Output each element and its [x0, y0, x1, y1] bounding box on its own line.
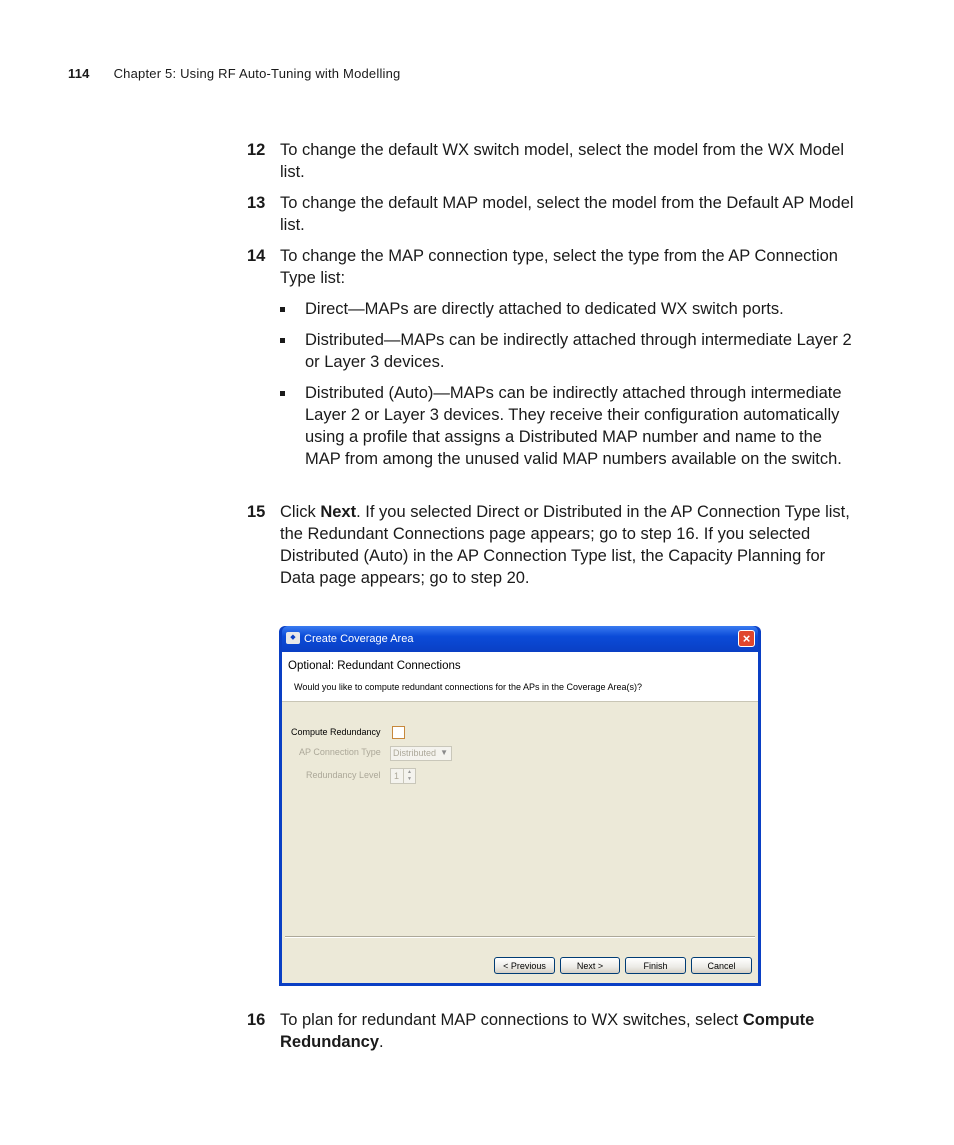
compute-redundancy-label: Compute Redundancy	[291, 727, 381, 737]
page-number: 114	[68, 66, 90, 81]
bullet-icon	[280, 338, 285, 343]
step-text: To change the MAP connection type, select the type from the AP Connection Type list:	[280, 247, 838, 287]
dialog-question: Would you like to compute redundant connections for the APs in the Coverage Area(s)?	[294, 682, 643, 692]
bullet-distributed-auto	[280, 382, 855, 470]
bullet-icon	[280, 391, 285, 396]
step-text: To change the default WX switch model, select the model from the WX Model list.	[280, 141, 845, 181]
compute-redundancy-checkbox[interactable]	[392, 726, 405, 739]
step-text	[280, 501, 862, 589]
step-text-post: .	[379, 1033, 384, 1051]
ap-connection-type-label: AP Connection Type	[299, 747, 381, 757]
step-14	[247, 245, 862, 289]
redundancy-level-spinner[interactable]	[390, 768, 416, 784]
dialog-client-area	[282, 652, 758, 983]
ap-connection-type-select[interactable]	[390, 746, 452, 761]
step-13	[247, 192, 862, 236]
step-text-pre: To plan for redundant MAP connections to WX switches, select	[280, 1011, 743, 1029]
bullet-icon	[280, 307, 285, 312]
previous-button[interactable]: < Previous	[494, 957, 555, 974]
bullet-text: Distributed—MAPs can be indirectly attached through intermediate Layer 2 or Layer 3 devices.	[305, 331, 852, 371]
next-button[interactable]: Next >	[560, 957, 620, 974]
chevron-down-icon: ▼	[440, 748, 448, 757]
redundancy-level-label: Redundancy Level	[306, 770, 381, 780]
step-number: 14	[247, 247, 266, 265]
step-number: 12	[247, 141, 266, 159]
step-text	[280, 1009, 862, 1053]
bullet-distributed	[280, 329, 855, 373]
dialog-separator	[285, 936, 755, 938]
dialog-heading: Optional: Redundant Connections	[288, 660, 461, 672]
cancel-button[interactable]: Cancel	[691, 957, 752, 974]
step-text: To change the default MAP model, select the model from the Default AP Model list.	[280, 194, 854, 234]
step-15	[247, 501, 862, 589]
step-16	[247, 1009, 862, 1053]
bullet-text: Distributed (Auto)—MAPs can be indirectly attached through intermediate Layer 2 or Layer 3 devices. They receive their configuration automatically using a profile that assigns a Distributed MAP number and name to the MAP from among the unused valid MAP numbers available on the switch.	[305, 384, 842, 468]
close-icon[interactable]: ×	[738, 630, 755, 647]
redundancy-level-value: 1	[394, 771, 400, 781]
step-text-post: . If you selected Direct or Distributed in the AP Connection Type list, the Redundant Connections page appears; go to step 16. If you selected Distributed (Auto) in the AP Connection Type list, the Capacity Planning for Data page appears; go to step 20.	[280, 503, 850, 587]
finish-button[interactable]: Finish	[625, 957, 686, 974]
step-text-bold: Compute Redundancy	[280, 1011, 815, 1051]
step-number: 16	[247, 1011, 266, 1029]
step-number: 15	[247, 503, 266, 521]
step-text-pre: Click	[280, 503, 321, 521]
bullet-direct	[280, 298, 855, 320]
dialog-title: Create Coverage Area	[304, 633, 414, 645]
step-number: 13	[247, 194, 266, 212]
app-icon: ◆	[286, 632, 300, 644]
dialog-banner	[282, 652, 758, 702]
step-12	[247, 139, 862, 183]
dialog-titlebar	[282, 626, 758, 652]
bullet-text: Direct—MAPs are directly attached to dedicated WX switch ports.	[305, 300, 784, 318]
chapter-title: Chapter 5: Using RF Auto-Tuning with Modelling	[113, 66, 401, 81]
create-coverage-area-dialog	[279, 626, 761, 986]
ap-connection-type-value: Distributed	[393, 748, 437, 758]
page-header	[68, 66, 401, 81]
spinner-arrows-icon[interactable]: ▲ ▼	[403, 769, 415, 783]
step-text-bold: Next	[320, 503, 357, 521]
